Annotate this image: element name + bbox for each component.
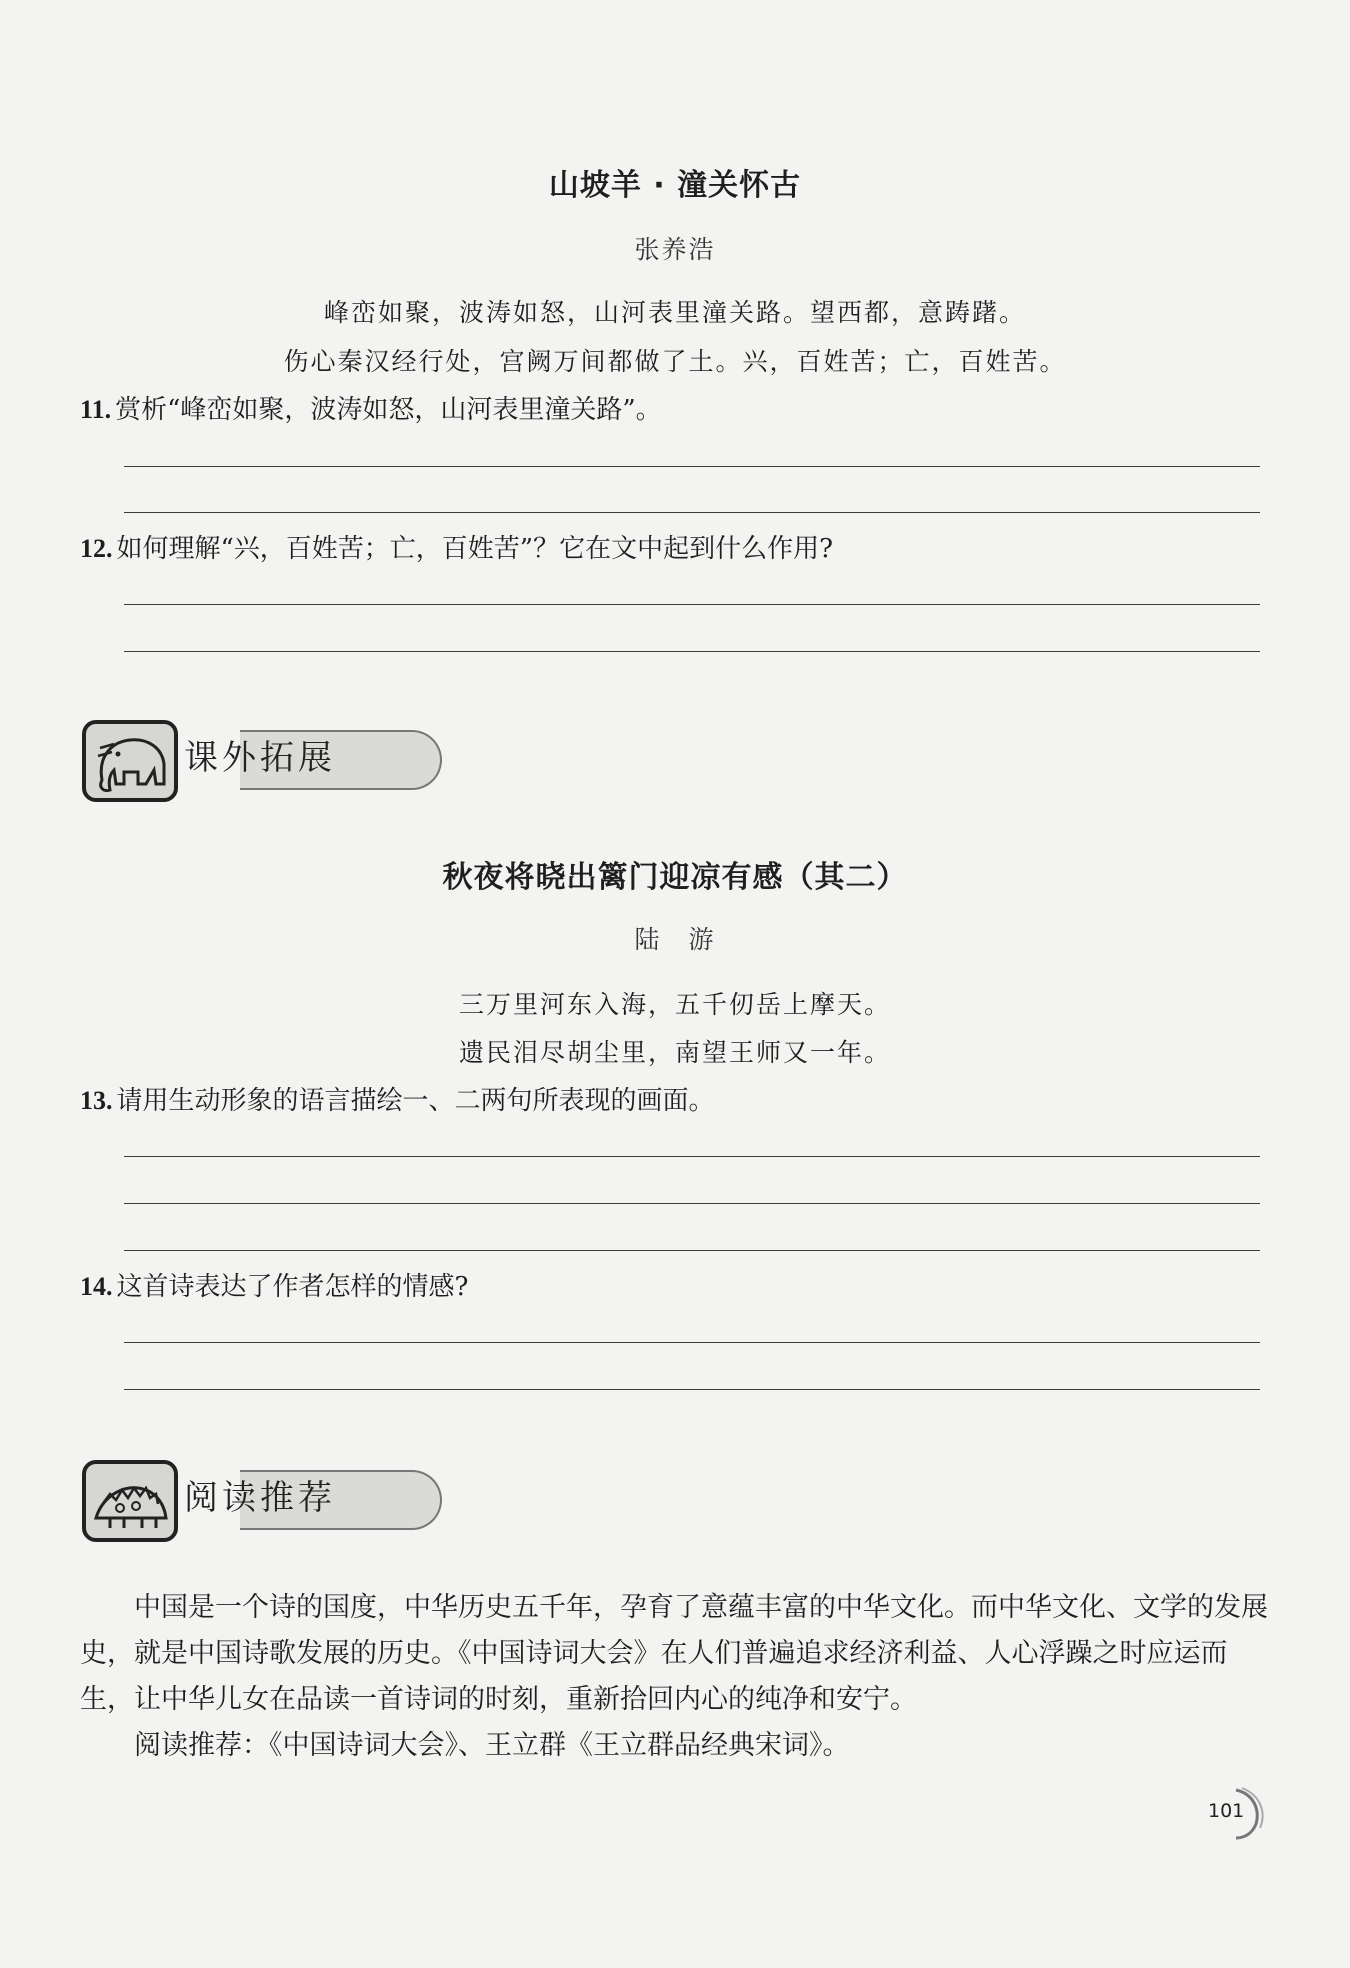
poem1-title: 山坡羊 · 潼关怀古 (548, 168, 802, 203)
answer-line[interactable] (124, 1156, 1260, 1157)
poem2-line-1: 三万里河东入海，五千仞岳上摩天。 (458, 990, 891, 1019)
poem2-line-2: 遗民泪尽胡尘里，南望王师又一年。 (458, 1038, 891, 1067)
question-number: 14. (80, 1272, 113, 1301)
dinosaur-icon (80, 1458, 180, 1544)
question-text: 如何理解“兴，百姓苦；亡，百姓苦”？它在文中起到什么作用? (116, 534, 834, 564)
reading-recommendation: 阅读推荐：《中国诗词大会》、王立群《王立群品经典宋词》。 (134, 1730, 850, 1761)
answer-line[interactable] (124, 512, 1260, 513)
question-number: 12. (80, 534, 113, 563)
question-14 (80, 1266, 468, 1303)
section-label: 课外拓展 (184, 738, 336, 778)
page-number: 101 (1208, 1800, 1245, 1822)
answer-line[interactable] (124, 1342, 1260, 1343)
poem1-author: 张养浩 (634, 235, 716, 264)
question-number: 11. (80, 395, 112, 424)
question-text: 这首诗表达了作者怎样的情感? (116, 1272, 469, 1302)
section-label: 阅读推荐 (184, 1478, 336, 1518)
poem2-author: 陆 游 (634, 925, 716, 954)
question-number: 13. (80, 1086, 113, 1115)
answer-line[interactable] (124, 1250, 1260, 1251)
question-text: 赏析“峰峦如聚，波涛如怒，山河表里潼关路”。 (115, 395, 662, 425)
section-header-reading (80, 1458, 360, 1552)
section-header-extension (80, 718, 360, 812)
answer-line[interactable] (124, 466, 1260, 467)
answer-line[interactable] (124, 1203, 1260, 1204)
question-13 (80, 1080, 715, 1117)
elephant-icon (80, 718, 180, 804)
answer-line[interactable] (124, 1389, 1260, 1390)
reading-paragraph: 中国是一个诗的国度，中华历史五千年，孕育了意蕴丰富的中华文化。而中华文化、文学的发展史，就是中国诗歌发展的历史。《中国诗词大会》在人们普遍追求经济利益、人心浮躁之时应运而生，让中华儿女在品读一首诗词的时刻，重新拾回内心的纯净和安宁。 (80, 1592, 1268, 1715)
question-text: 请用生动形象的语言描绘一、二两句所表现的画面。 (116, 1086, 715, 1116)
poem1-line-2: 伤心秦汉经行处，宫阙万间都做了土。兴，百姓苦；亡，百姓苦。 (283, 347, 1067, 376)
question-12 (80, 528, 833, 565)
answer-line[interactable] (124, 604, 1260, 605)
poem1-line-1: 峰峦如聚，波涛如怒，山河表里潼关路。望西都，意踌躇。 (323, 298, 1026, 327)
poem2-title: 秋夜将晓出篱门迎凉有感（其二） (442, 860, 908, 895)
question-11 (80, 389, 662, 426)
answer-line[interactable] (124, 651, 1260, 652)
